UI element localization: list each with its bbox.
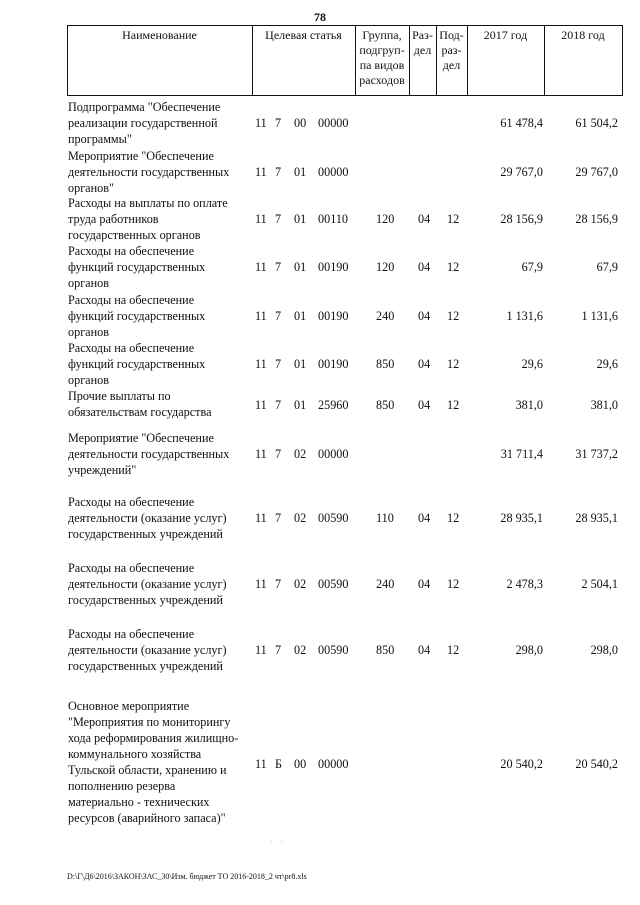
- row-name-line: органов: [68, 325, 109, 339]
- cell-direction: 00000: [318, 165, 349, 179]
- cell-direction: 00190: [318, 309, 349, 323]
- cell-event: 01: [294, 212, 307, 226]
- header-podrazdel-line: Под-: [439, 28, 464, 42]
- cell-podrazdel: 12: [447, 357, 460, 371]
- cell-direction: 25960: [318, 398, 349, 412]
- cell-direction: 00590: [318, 577, 349, 591]
- header-2018: 2018 год: [561, 28, 605, 42]
- cell-event: 01: [294, 398, 307, 412]
- row-name-line: деятельности (оказание услуг): [68, 577, 227, 591]
- header-top-border: [67, 25, 623, 26]
- cell-2018: 31 737,2: [575, 447, 618, 461]
- row-name-line: Мероприятие "Обеспечение: [68, 149, 214, 163]
- header-target: Целевая статья: [265, 28, 342, 42]
- cell-2018: 29,6: [596, 357, 618, 371]
- cell-2017: 29 767,0: [500, 165, 543, 179]
- cell-subprogram: 7: [275, 643, 282, 657]
- row-name-line: государственных органов: [68, 228, 201, 242]
- row-name-line: органов: [68, 276, 109, 290]
- row-name-line: Мероприятие "Обеспечение: [68, 431, 214, 445]
- cell-2018: 61 504,2: [575, 116, 618, 130]
- cell-program: 11: [255, 398, 267, 412]
- col-divider: [622, 25, 623, 95]
- cell-2017: 298,0: [515, 643, 543, 657]
- row-name-line: хода реформирования жилищно-: [68, 731, 239, 745]
- row-name-line: государственных учреждений: [68, 527, 223, 541]
- cell-direction: 00000: [318, 757, 349, 771]
- cell-event: 00: [294, 757, 307, 771]
- row-name: [68, 340, 248, 388]
- cell-2018: 67,9: [596, 260, 618, 274]
- header-group-line: расходов: [359, 73, 405, 87]
- header-2017: 2017 год: [483, 28, 528, 42]
- row-name-line: Расходы на обеспечение: [68, 341, 195, 355]
- cell-event: 02: [294, 447, 307, 461]
- cell-program: 11: [255, 260, 267, 274]
- cell-program: 11: [255, 309, 267, 323]
- row-name-line: деятельности (оказание услуг): [68, 511, 227, 525]
- cell-event: 01: [294, 260, 307, 274]
- row-name-line: деятельности государственных: [68, 447, 230, 461]
- row-name-line: Расходы на выплаты по оплате: [68, 196, 228, 210]
- cell-subprogram: 7: [275, 577, 282, 591]
- header-razdel: [409, 28, 436, 58]
- cell-program: 11: [255, 757, 267, 771]
- row-name: [68, 195, 248, 243]
- cell-direction: 00000: [318, 447, 349, 461]
- cell-2017: 20 540,2: [500, 757, 543, 771]
- cell-program: 11: [255, 511, 267, 525]
- cell-subprogram: 7: [275, 357, 282, 371]
- cell-event: 01: [294, 357, 307, 371]
- cell-2018: 28 935,1: [575, 511, 618, 525]
- cell-2017: 1 131,6: [506, 309, 543, 323]
- cell-group: 850: [376, 643, 395, 657]
- header-razdel-line: Раз-: [412, 28, 433, 42]
- cell-subprogram: Б: [275, 757, 282, 771]
- cell-razdel: 04: [418, 309, 431, 323]
- cell-group: 120: [376, 212, 395, 226]
- row-name-line: Расходы на обеспечение: [68, 561, 195, 575]
- cell-program: 11: [255, 212, 267, 226]
- row-name-line: Подпрограмма "Обеспечение: [68, 100, 221, 114]
- page-number: 78: [314, 10, 326, 24]
- file-path-footer: D:\Г\Д6\2016\ЗАКОН\ЗАС_30\Изм. бюджет ТО 2016-2018_2 чт\pr8.xls: [67, 872, 307, 881]
- cell-2017: 67,9: [521, 260, 543, 274]
- header-bottom-border: [67, 95, 623, 96]
- cell-subprogram: 7: [275, 260, 282, 274]
- row-name: [68, 99, 248, 147]
- row-name: [68, 560, 248, 608]
- cell-2018: 20 540,2: [575, 757, 618, 771]
- cell-direction: 00590: [318, 511, 349, 525]
- cell-program: 11: [255, 643, 267, 657]
- cell-program: 11: [255, 165, 267, 179]
- cell-event: 02: [294, 577, 307, 591]
- row-name-line: государственных учреждений: [68, 659, 223, 673]
- cell-2017: 2 478,3: [506, 577, 543, 591]
- row-name-line: Расходы на обеспечение: [68, 293, 195, 307]
- header-group-line: па видов: [359, 58, 405, 72]
- row-name: [68, 698, 248, 826]
- header-podrazdel-line: раз-: [441, 43, 462, 57]
- cell-event: 01: [294, 165, 307, 179]
- cell-group: 240: [376, 309, 395, 323]
- row-name-line: "Мероприятия по мониторингу: [68, 715, 231, 729]
- cell-2017: 28 935,1: [500, 511, 543, 525]
- cell-2017: 381,0: [515, 398, 543, 412]
- cell-2017: 28 156,9: [500, 212, 543, 226]
- row-name-line: Основное мероприятие: [68, 699, 190, 713]
- row-name-line: деятельности (оказание услуг): [68, 643, 227, 657]
- cell-program: 11: [255, 357, 267, 371]
- cell-event: 00: [294, 116, 307, 130]
- header-name: Наименование: [122, 28, 197, 42]
- cell-subprogram: 7: [275, 165, 282, 179]
- row-name-line: труда работников: [68, 212, 159, 226]
- cell-subprogram: 7: [275, 398, 282, 412]
- row-name-line: Тульской области, хранению и: [68, 763, 227, 777]
- row-name: [68, 388, 248, 420]
- cell-podrazdel: 12: [447, 511, 460, 525]
- cell-razdel: 04: [418, 260, 431, 274]
- cell-event: 02: [294, 511, 307, 525]
- cell-direction: 00110: [318, 212, 349, 226]
- header-group: [355, 28, 409, 88]
- cell-2018: 298,0: [590, 643, 618, 657]
- cell-razdel: 04: [418, 398, 431, 412]
- cell-razdel: 04: [418, 511, 431, 525]
- header-razdel-line: дел: [413, 43, 432, 57]
- row-name-line: учреждений": [68, 463, 137, 477]
- cell-podrazdel: 12: [447, 260, 460, 274]
- header-podrazdel-line: дел: [442, 58, 461, 72]
- cell-2018: 1 131,6: [581, 309, 618, 323]
- cell-direction: 00590: [318, 643, 349, 657]
- row-name-line: Расходы на обеспечение: [68, 244, 195, 258]
- cell-razdel: 04: [418, 212, 431, 226]
- row-name-line: государственных учреждений: [68, 593, 223, 607]
- row-name-line: реализации государственной: [68, 116, 218, 130]
- header-podrazdel: [436, 28, 467, 73]
- cell-2018: 28 156,9: [575, 212, 618, 226]
- cell-2017: 31 711,4: [500, 447, 543, 461]
- cell-2018: 381,0: [590, 398, 618, 412]
- cell-subprogram: 7: [275, 447, 282, 461]
- cell-podrazdel: 12: [447, 643, 460, 657]
- cell-program: 11: [255, 577, 267, 591]
- row-name-line: обязательствам государства: [68, 405, 212, 419]
- row-name-line: органов: [68, 373, 109, 387]
- cell-subprogram: 7: [275, 511, 282, 525]
- row-name-line: Расходы на обеспечение: [68, 627, 195, 641]
- row-name-line: материально - технических: [68, 795, 210, 809]
- cell-group: 110: [376, 511, 394, 525]
- cell-direction: 00000: [318, 116, 349, 130]
- row-name: [68, 430, 248, 478]
- cell-2017: 29,6: [521, 357, 543, 371]
- cell-razdel: 04: [418, 577, 431, 591]
- row-name-line: пополнению резерва: [68, 779, 176, 793]
- cell-program: 11: [255, 116, 267, 130]
- row-name-line: программы": [68, 132, 132, 146]
- row-name: [68, 626, 248, 674]
- cell-podrazdel: 12: [447, 577, 460, 591]
- cell-podrazdel: 12: [447, 398, 460, 412]
- cell-subprogram: 7: [275, 212, 282, 226]
- row-name-line: Расходы на обеспечение: [68, 495, 195, 509]
- row-name: [68, 243, 248, 291]
- cell-2017: 61 478,4: [500, 116, 543, 130]
- cell-subprogram: 7: [275, 309, 282, 323]
- cell-razdel: 04: [418, 643, 431, 657]
- cell-2018: 29 767,0: [575, 165, 618, 179]
- row-name-line: органов": [68, 181, 114, 195]
- cell-event: 01: [294, 309, 307, 323]
- cell-event: 02: [294, 643, 307, 657]
- header-group-line: подгруп-: [359, 43, 405, 57]
- header-group-line: Группа,: [362, 28, 402, 42]
- cell-program: 11: [255, 447, 267, 461]
- cell-podrazdel: 12: [447, 309, 460, 323]
- row-name-line: коммунального хозяйства: [68, 747, 202, 761]
- cell-direction: 00190: [318, 260, 349, 274]
- row-name-line: деятельности государственных: [68, 165, 230, 179]
- scan-artifact: · · ˙: [270, 838, 297, 847]
- row-name-line: ресурсов (аварийного запаса)": [68, 811, 226, 825]
- cell-podrazdel: 12: [447, 212, 460, 226]
- cell-group: 240: [376, 577, 395, 591]
- cell-subprogram: 7: [275, 116, 282, 130]
- row-name-line: функций государственных: [68, 309, 206, 323]
- row-name-line: функций государственных: [68, 357, 206, 371]
- cell-group: 850: [376, 357, 395, 371]
- row-name: [68, 494, 248, 542]
- row-name: [68, 148, 248, 196]
- cell-2018: 2 504,1: [581, 577, 618, 591]
- cell-group: 120: [376, 260, 395, 274]
- cell-direction: 00190: [318, 357, 349, 371]
- cell-razdel: 04: [418, 357, 431, 371]
- cell-group: 850: [376, 398, 395, 412]
- row-name-line: функций государственных: [68, 260, 206, 274]
- row-name-line: Прочие выплаты по: [68, 389, 171, 403]
- row-name: [68, 292, 248, 340]
